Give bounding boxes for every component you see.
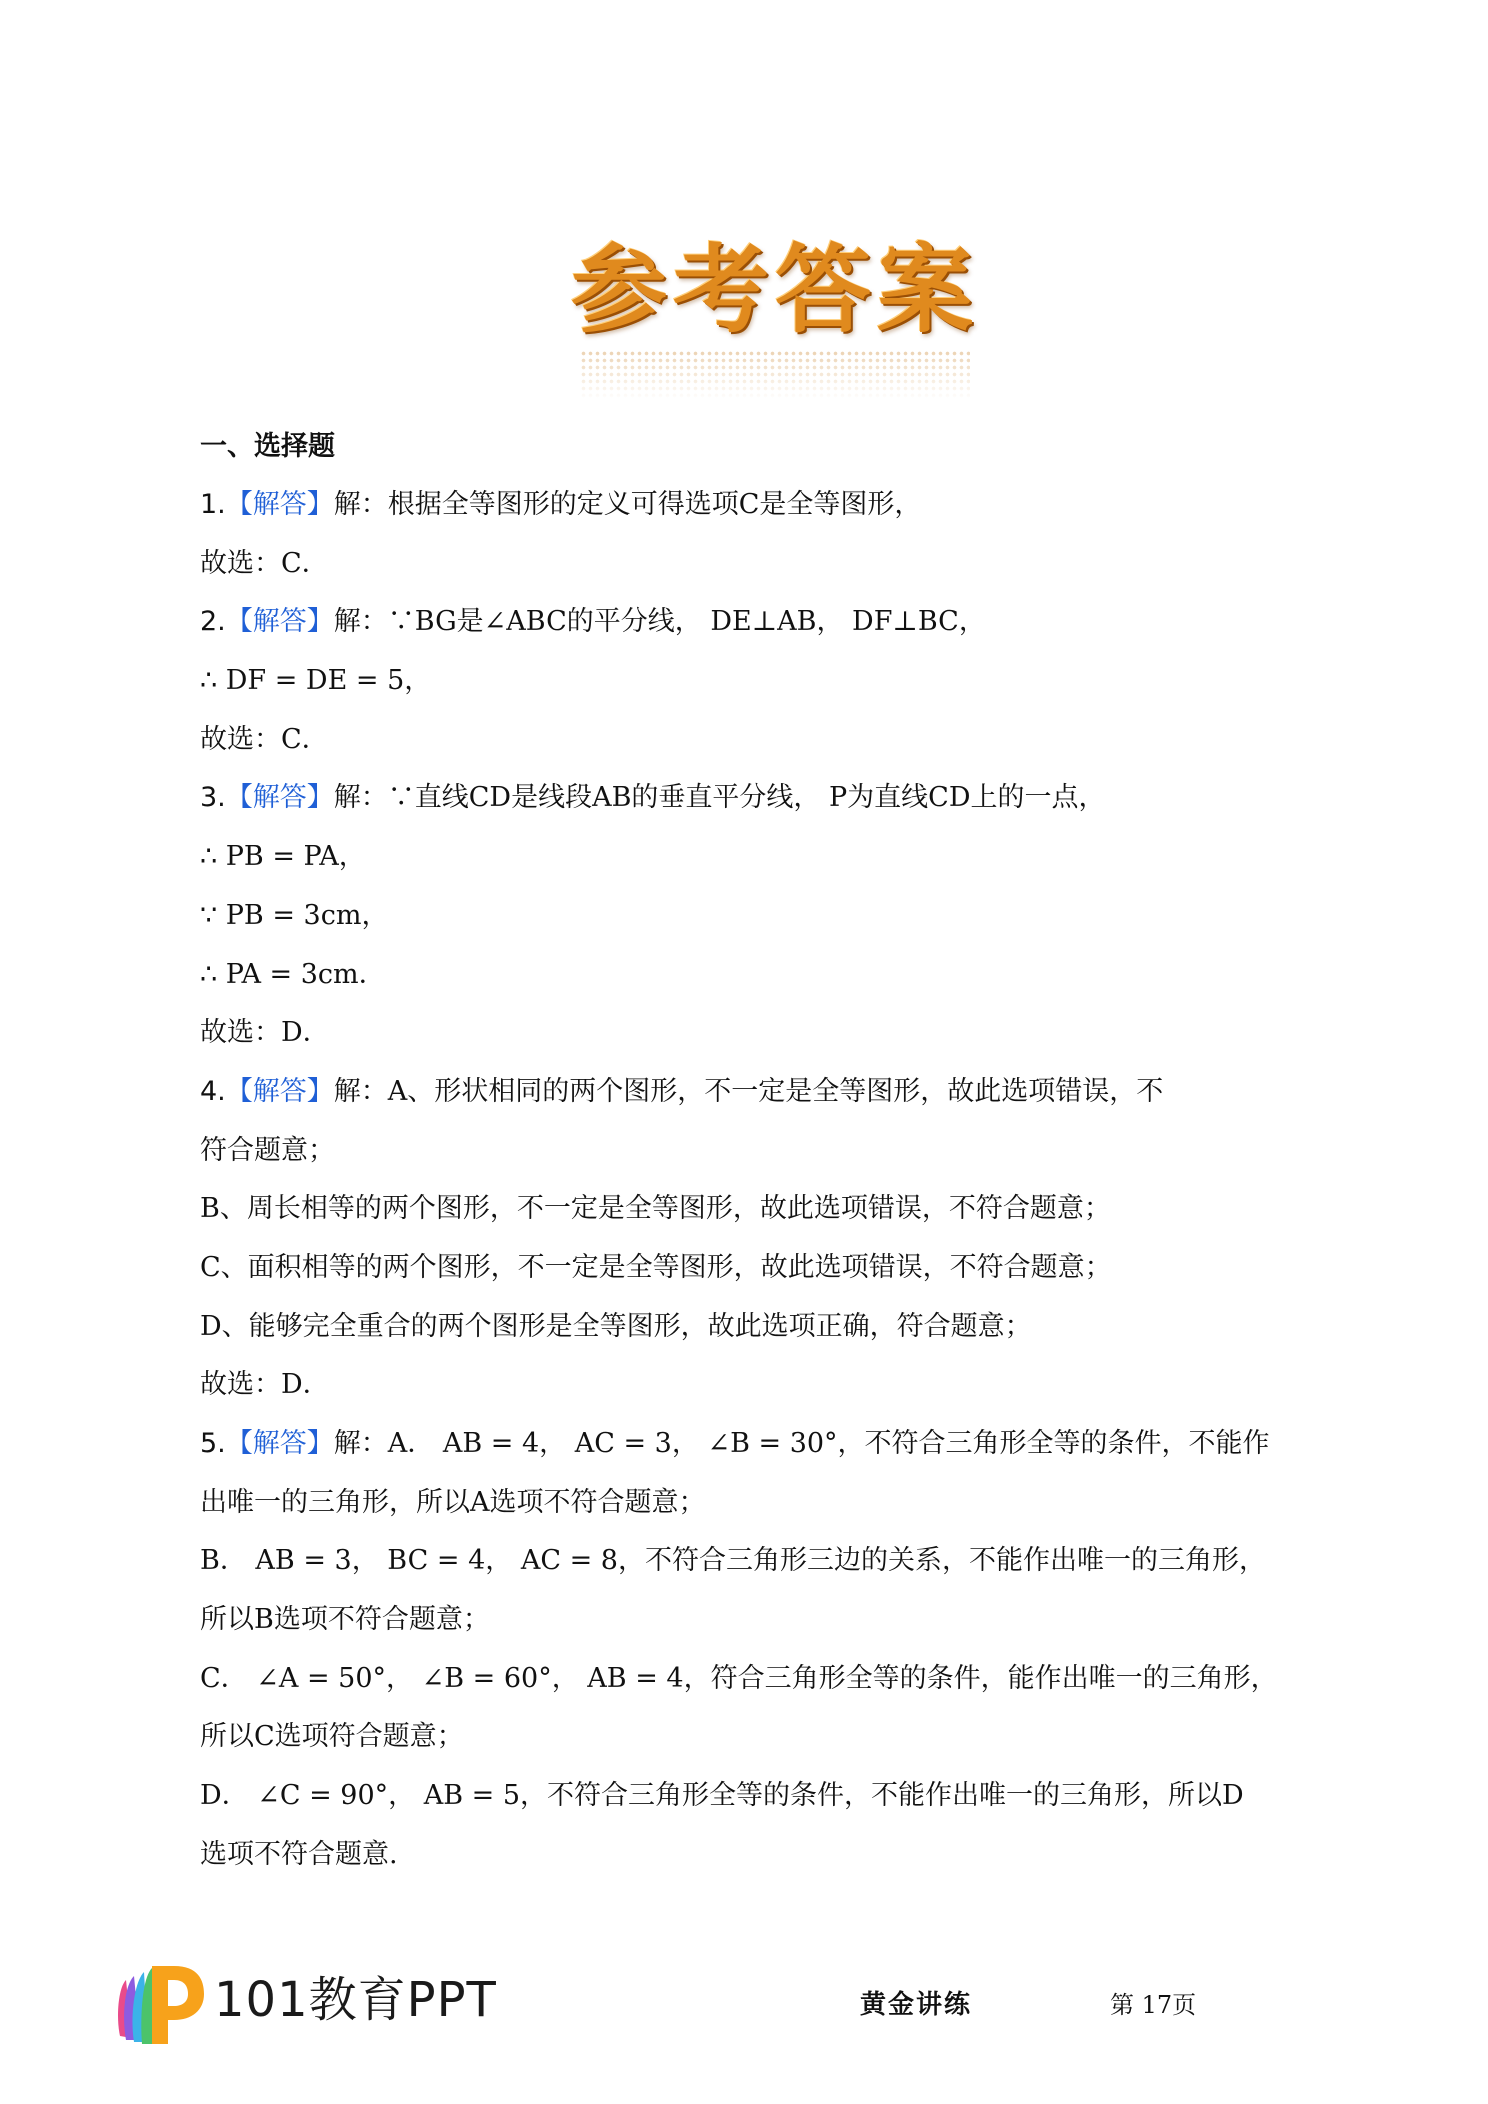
answer-number: 2. [200,606,226,638]
answer-text: ∴ PB = PA， [200,841,366,873]
answer-text: 故选：C． [200,723,329,755]
answer-text: 故选：C． [200,547,329,579]
answer-line [200,1826,1310,1885]
answer-banner [560,230,990,400]
answer-item-4 [200,1063,1310,1122]
answer-text: 解：A． AB = 4， AC = 3， ∠B = 30°，不符合三角形全等的条件，不能作 [333,1428,1270,1459]
answer-line [200,887,1310,946]
answer-line [200,1708,1310,1767]
answer-tag: 【解答】 [225,606,334,638]
answer-text: D． ∠C = 90°， AB = 5，不符合三角形全等的条件，不能作出唯一的三角形，所以D [200,1780,1244,1812]
answer-text: 故选：D． [200,1369,330,1401]
answer-number: 3. [200,782,226,814]
answer-tag: 【解答】 [225,1075,334,1107]
answer-line [200,1180,1310,1239]
answer-text: 故选：D． [200,1017,330,1049]
answer-text: 出唯一的三角形，所以A选项不符合题意； [200,1486,706,1518]
answer-text: 解：∵直线CD是线段AB的垂直平分线， P为直线CD上的一点， [333,782,1106,814]
answer-text: 解：∵BG是∠ABC的平分线， DE⊥AB， DF⊥BC， [333,606,986,638]
answer-list [200,476,1310,1885]
answer-line [200,1239,1310,1298]
answer-text: 符合题意； [200,1134,335,1166]
answer-number: 5. [200,1428,226,1459]
answer-text: D、能够完全重合的两个图形是全等图形，故此选项正确，符合题意； [200,1310,1032,1342]
answer-line [200,1298,1310,1357]
answer-text: C、面积相等的两个图形，不一定是全等图形，故此选项错误，不符合题意； [200,1251,1112,1283]
answer-item-2 [200,593,1310,652]
answer-text: 解：A、形状相同的两个图形，不一定是全等图形，故此选项错误，不 [333,1075,1164,1107]
answer-line [200,1591,1310,1650]
answer-line [200,828,1310,887]
logo-text: 101教育PPT [214,1972,497,2028]
answer-line [200,711,1310,770]
answer-text: 解：根据全等图形的定义可得选项C是全等图形， [333,489,922,520]
answer-line [200,1474,1310,1533]
answer-line [200,1532,1310,1591]
banner-title: 参考答案 [571,234,979,346]
answer-line [200,1004,1310,1063]
answer-text: B、周长相等的两个图形，不一定是全等图形，故此选项错误，不符合题意； [200,1193,1111,1225]
answer-number: 4. [200,1075,226,1107]
answer-item-1 [200,476,1310,535]
answer-content [200,418,1310,1885]
answer-number: 1. [200,489,226,520]
footer-title: 黄金讲练 [860,1990,973,2020]
answer-text: ∵ PB = 3cm， [200,899,389,931]
answer-line [200,946,1310,1005]
answer-line [200,1122,1310,1181]
banner-reflection-dots [580,350,970,400]
page-number: 第 17页 [1110,1991,1197,2019]
answer-line [200,1356,1310,1415]
answer-tag: 【解答】 [225,782,334,814]
answer-line [200,535,1310,594]
answer-text: C． ∠A = 50°， ∠B = 60°， AB = 4，符合三角形全等的条件，能作出唯一的三角形， [200,1662,1278,1694]
logo-p-icon [112,1958,208,2048]
answer-line [200,1767,1310,1826]
answer-tag: 【解答】 [225,1428,334,1459]
answer-text: 所以B选项不符合题意； [200,1604,490,1636]
answer-text: 所以C选项符合题意； [200,1721,464,1753]
answer-item-3 [200,769,1310,828]
answer-text: ∴ DF = DE = 5， [200,665,432,697]
answer-line [200,1650,1310,1709]
answer-line [200,652,1310,711]
answer-text: 选项不符合题意. [200,1838,398,1870]
answer-item-5 [200,1415,1310,1474]
answer-tag: 【解答】 [225,489,334,520]
section-title: 一、选择题 [200,431,335,462]
answer-text: B． AB = 3， BC = 4， AC = 8，不符合三角形三边的关系，不能作出唯一的三角形， [200,1545,1266,1577]
answer-text: ∴ PA = 3cm． [200,958,386,990]
publisher-logo [112,1958,512,2048]
